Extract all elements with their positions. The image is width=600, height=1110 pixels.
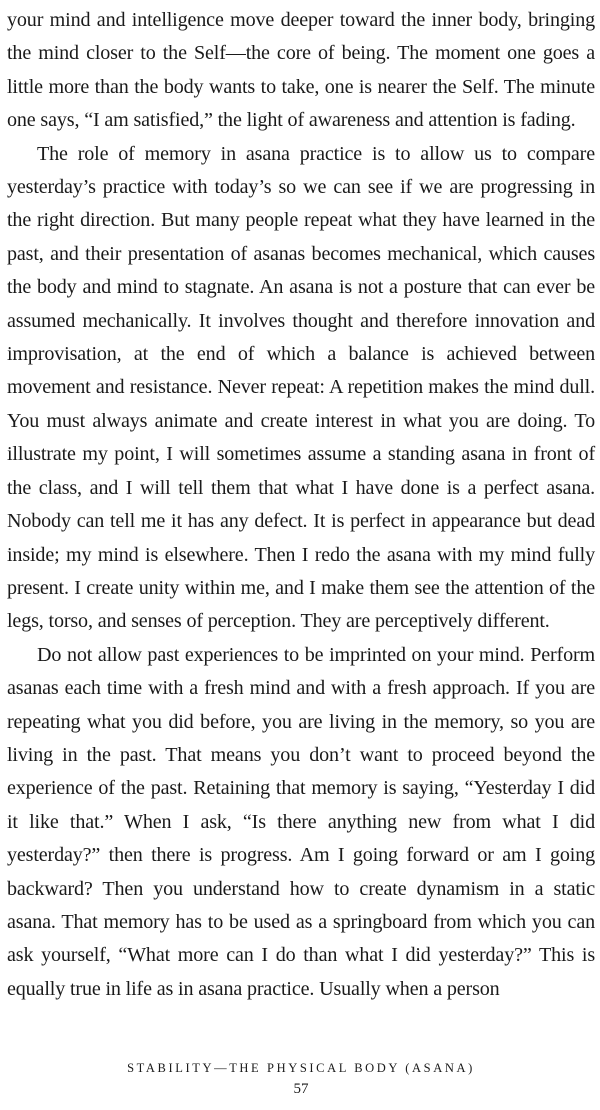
running-head: STABILITY—THE PHYSICAL BODY (ASANA) — [127, 1061, 475, 1075]
paragraph-memory-role: The role of memory in asana practice is to allow us to compare yesterday’s practice with today’s so we can see if we are progressing in the right direction. But many people repeat what they have learned in the past, and their presentation of asanas becomes mechanical, which causes the body and mind to stagnate. An asana is not a posture that can ever be assumed mechanically. It involves thought and therefore innovation and improvisation, at the end of which a balance is achieved between movement and resistance. Never repeat: A repetition makes the mind dull. You must always animate and create interest in what you are doing. To illustrate my point, I will sometimes assume a standing asana in front of the class, and I will tell them that what I have done is a perfect asana. Nobody can tell me it has any defect. It is perfect in appearance but dead inside; my mind is elsewhere. Then I redo the asana with my mind fully present. I create unity within me, and I make them see the attention of the legs, torso, and senses of perception. They are perceptively different. — [7, 142, 595, 633]
book-page — [7, 0, 595, 1110]
paragraph-continuation: your mind and intelligence move deeper toward the inner body, bringing the mind closer to the Self—the core of being. The moment one goes a little more than the body wants to take, one is nearer the Self. The minute one says, “I am satisfied,” the light of awareness and attention is fading. — [7, 9, 595, 132]
body-text — [7, 4, 595, 1006]
page-number: 57 — [293, 1081, 309, 1097]
paragraph-past-experiences: Do not allow past experiences to be imprinted on your mind. Perform asanas each time with a fresh mind and with a fresh approach. If you are repeating what you did before, you are living in the memory, so you are living in the past. That means you don’t want to proceed beyond the experience of the past. Retaining that memory is saying, “Yesterday I did it like that.” When I ask, “Is there anything new from what I did yesterday?” then there is progress. Am I going forward or am I going backward? Then you understand how to create dynamism in a static asana. That memory has to be used as a springboard from which you can ask yourself, “What more can I do than what I did yesterday?” This is equally true in life as in asana practice. Usually when a person — [7, 643, 595, 1000]
